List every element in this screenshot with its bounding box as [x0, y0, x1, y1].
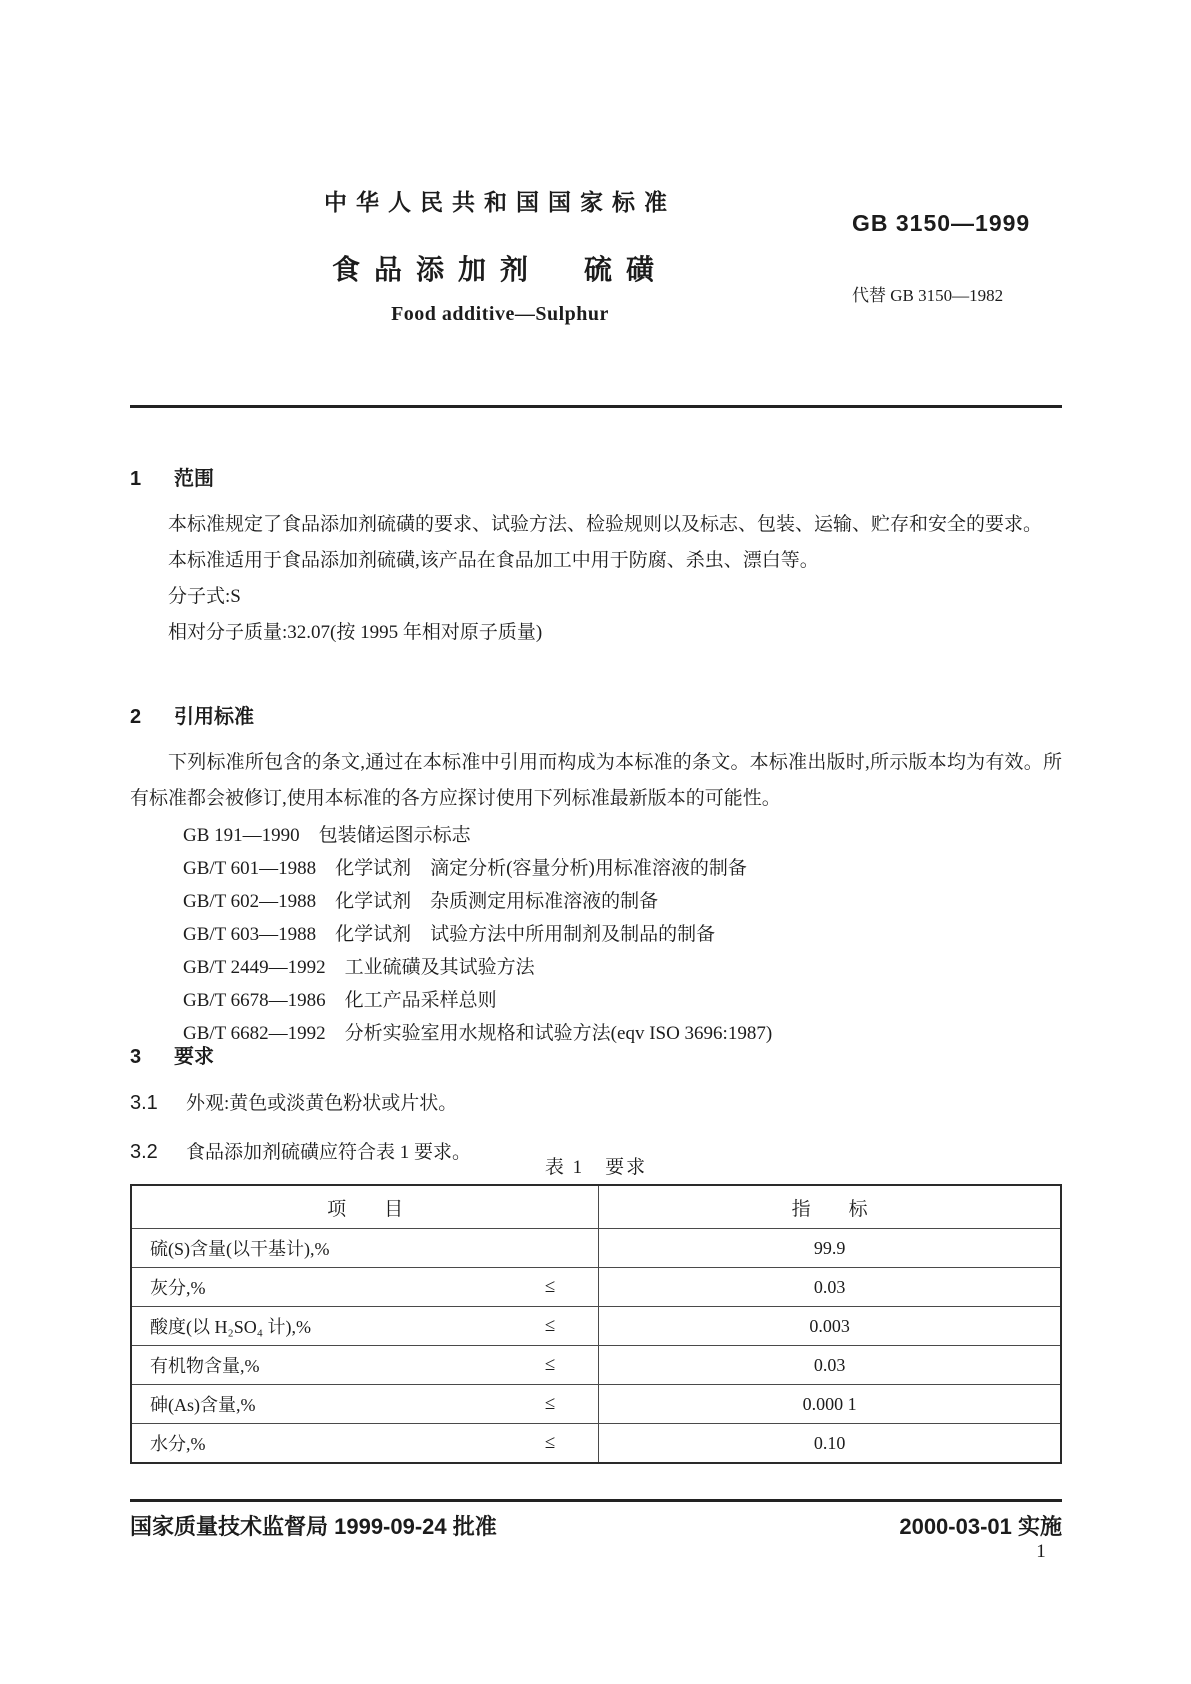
- reference-item: GB/T 6682—1992 分析实验室用水规格和试验方法(eqv ISO 3696:1987): [183, 1023, 773, 1044]
- section-2-heading: [130, 700, 1062, 729]
- section-1-number: 1: [130, 468, 142, 490]
- table-header-row: [131, 1185, 1061, 1229]
- reference-item: GB/T 2449—1992 工业硫磺及其试验方法: [183, 957, 535, 978]
- section-1-heading: [130, 462, 1062, 491]
- table-1-caption: 表 1 要求: [544, 1157, 648, 1178]
- approval-note: 国家质量技术监督局 1999-09-24 批准: [130, 1514, 497, 1539]
- clause-3-1-text: 外观:黄色或淡黄色粉状或片状。: [186, 1093, 458, 1114]
- less-equal-symbol: ≤: [544, 1276, 556, 1297]
- column-header-item: 项 目: [131, 1185, 599, 1229]
- table-row: [131, 1346, 1061, 1385]
- footer-rule: [130, 1499, 1062, 1502]
- national-standard-label: 中华人民共和国国家标准: [324, 189, 676, 215]
- less-equal-symbol: ≤: [544, 1393, 556, 1414]
- row-spec-value: 0.003: [599, 1307, 1061, 1346]
- table-1-wrapper: [130, 1184, 1062, 1464]
- section-2-number: 2: [130, 706, 142, 728]
- table-row: [131, 1424, 1061, 1464]
- reference-item: GB 191—1990 包装储运图示标志: [183, 825, 471, 846]
- row-spec-value: 0.10: [599, 1424, 1061, 1464]
- clause-3-1-number: 3.1: [130, 1092, 158, 1114]
- document-title-en: Food additive—Sulphur: [391, 303, 609, 325]
- header-rule: [130, 405, 1062, 408]
- less-equal-symbol: ≤: [544, 1354, 556, 1375]
- row-spec-value: 99.9: [599, 1229, 1061, 1268]
- row-item-label: 砷(As)含量,%: [150, 1395, 256, 1415]
- row-spec-value: 0.03: [599, 1346, 1061, 1385]
- table-row: [131, 1307, 1061, 1346]
- row-item-label: 水分,%: [150, 1434, 206, 1454]
- clause-3-2-number: 3.2: [130, 1141, 158, 1163]
- references-intro: 下列标准所包含的条文,通过在本标准中引用而构成为本标准的条文。本标准出版时,所示版本均为有效。所有标准都会被修订,使用本标准的各方应探讨使用下列标准最新版本的可能性。: [130, 752, 1062, 809]
- requirements-table: [130, 1184, 1062, 1464]
- section-3-title: 要求: [174, 1046, 214, 1068]
- row-item-label: 灰分,%: [150, 1278, 206, 1298]
- row-item-label: 酸度(以 H₂SO₄ 计),%: [150, 1317, 312, 1337]
- row-item-label: 硫(S)含量(以干基计),%: [150, 1239, 330, 1259]
- scope-paragraph-1: 本标准规定了食品添加剂硫磺的要求、试验方法、检验规则以及标志、包装、运输、贮存和安全的要求。: [168, 514, 1043, 535]
- reference-item: GB/T 601—1988 化学试剂 滴定分析(容量分析)用标准溶液的制备: [183, 858, 747, 879]
- clause-3-1: [130, 1085, 1062, 1122]
- standard-number: GB 3150—1999: [852, 210, 1031, 236]
- clause-3-2-text: 食品添加剂硫磺应符合表 1 要求。: [186, 1142, 472, 1163]
- implementation-note: 2000-03-01 实施: [899, 1514, 1062, 1539]
- table-row: [131, 1229, 1061, 1268]
- table-row: [131, 1268, 1061, 1307]
- row-spec-value: 0.03: [599, 1268, 1061, 1307]
- section-references: [130, 700, 1062, 1050]
- scope-paragraph-2: 本标准适用于食品添加剂硫磺,该产品在食品加工中用于防腐、杀虫、漂白等。: [168, 550, 819, 571]
- reference-item: GB/T 602—1988 化学试剂 杂质测定用标准溶液的制备: [183, 891, 659, 912]
- replaces-note: 代替 GB 3150—1982: [852, 286, 1004, 305]
- table-row: [131, 1385, 1061, 1424]
- section-3-heading: [130, 1040, 1062, 1069]
- column-header-spec: 指 标: [599, 1185, 1061, 1229]
- row-spec-value: 0.000 1: [599, 1385, 1061, 1424]
- reference-item: GB/T 6678—1986 化工产品采样总则: [183, 990, 497, 1011]
- less-equal-symbol: ≤: [544, 1315, 556, 1336]
- section-3-number: 3: [130, 1046, 142, 1068]
- section-scope: [130, 462, 1062, 651]
- less-equal-symbol: ≤: [544, 1432, 556, 1453]
- page-number: 1: [1036, 1541, 1046, 1562]
- document-title-cn: 食品添加剂 硫磺: [331, 254, 668, 285]
- relative-molecular-mass: 相对分子质量:32.07(按 1995 年相对原子质量): [168, 622, 543, 643]
- row-item-label: 有机物含量,%: [150, 1356, 260, 1376]
- reference-list: [130, 819, 1062, 1050]
- section-2-title: 引用标准: [174, 706, 254, 728]
- reference-item: GB/T 603—1988 化学试剂 试验方法中所用制剂及制品的制备: [183, 924, 716, 945]
- molecular-formula: 分子式:S: [168, 586, 241, 607]
- section-1-title: 范围: [174, 468, 214, 490]
